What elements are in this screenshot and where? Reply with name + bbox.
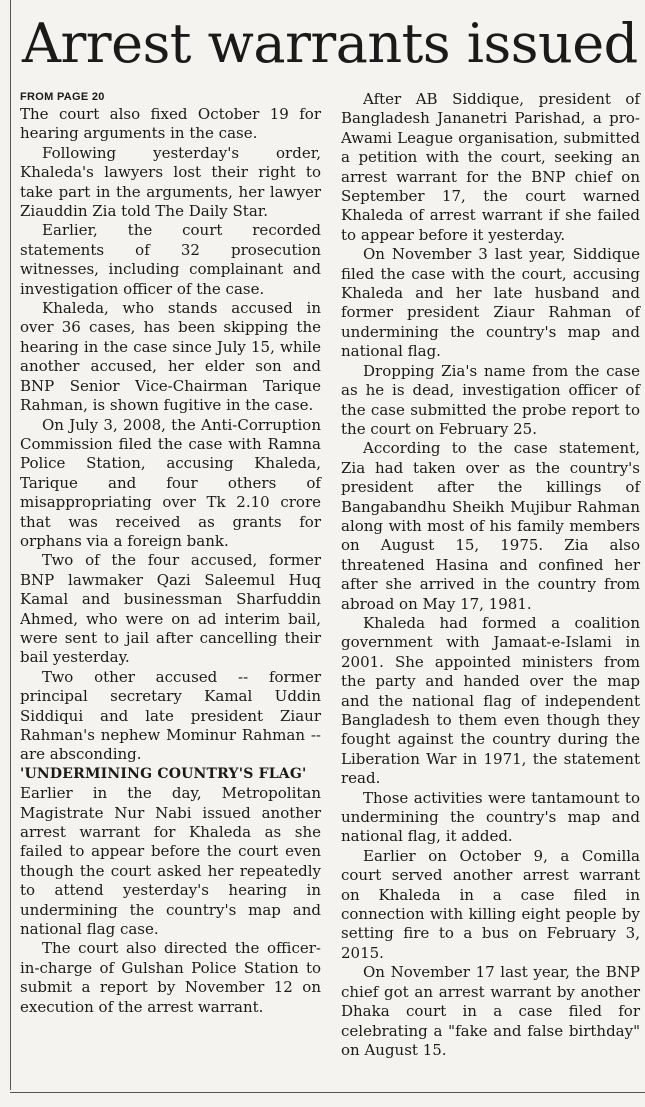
left-column: [20, 90, 321, 1017]
right-column: [341, 90, 640, 1060]
paragraph: Earlier on October 9, a Comilla court served another arrest warrant on Khaleda in a case filed in connection with killing eight people by setting fire to a bus on February 3, 2015.: [341, 846, 640, 962]
column-rule-left: [10, 0, 11, 1090]
paragraph: On July 3, 2008, the Anti-Corruption Commission filed the case with Ramna Police Station, accusing Khaleda, Tarique and four others of misappropriating over Tk 2.10 crore that was received as grants for orphans via a foreign bank.: [20, 415, 321, 550]
paragraph: According to the case statement, Zia had taken over as the country's president after the killings of Bangabandhu Sheikh Mujibur Rahman along with most of his family members on August 15, 1975. Zia also threatened Hasina and confined her after she arrived in the country from abroad on May 17, 1981.: [341, 439, 640, 613]
paragraph: The court also directed the officer-in-charge of Gulshan Police Station to submit a report by November 12 on execution of the arrest warrant.: [20, 939, 321, 1016]
from-page-label: FROM PAGE 20: [20, 91, 105, 103]
headline: Arrest warrants issued: [22, 12, 638, 75]
paragraph: Two of the four accused, former BNP lawmaker Qazi Saleemul Huq Kamal and businessman Sharfuddin Ahmed, who were on ad interim bail, were sent to jail after cancelling their bail yesterday.: [20, 551, 321, 667]
paragraph: The court also fixed October 19 for hearing arguments in the case.: [20, 105, 321, 143]
paragraph: Khaleda had formed a coalition government with Jamaat-e-Islami in 2001. She appointed ministers from the party and handed over the map and the national flag of independent Bangladesh to them even though they fought against the country during the Liberation War in 1971, the statement read.: [341, 613, 640, 788]
paragraph: On November 17 last year, the BNP chief got an arrest warrant by another Dhaka court in a case filed for celebrating a "fake and false birthday" on August 15.: [341, 963, 640, 1059]
paragraph: Following yesterday's order, Khaleda's lawyers lost their right to take part in the arguments, her lawyer Ziauddin Zia told The Daily Star.: [20, 143, 321, 221]
paragraph: After AB Siddique, president of Bangladesh Jananetri Parishad, a pro-Awami League organisation, submitted a petition with the court, seeking an arrest warrant for the BNP chief on September 17, the court warned Khaleda of arrest warrant if she failed to appear before it yesterday.: [341, 90, 640, 244]
paragraph: On November 3 last year, Siddique filed the case with the court, accusing Khaleda and her late husband and former president Ziaur Rahman of undermining the country's map and national flag.: [341, 245, 640, 361]
paragraph: Khaleda, who stands accused in over 36 cases, has been skipping the hearing in the case since July 15, while another accused, her elder son and BNP Senior Vice-Chairman Tarique Rahman, is shown fugitive in the case.: [20, 299, 321, 415]
paragraph: Those activities were tantamount to undermining the country's map and national flag, it added.: [341, 788, 640, 846]
paragraph: Two other accused -- former principal secretary Kamal Uddin Siddiqui and late president Ziaur Rahman's nephew Mominur Rahman -- are absconding.: [20, 667, 321, 764]
paragraph: Dropping Zia's name from the case as he is dead, investigation officer of the case submitted the probe report to the court on February 25.: [341, 361, 640, 438]
paragraph: Earlier, the court recorded statements of 32 prosecution witnesses, including complainant and investigation officer of the case.: [20, 221, 321, 298]
subheading: 'UNDERMINING COUNTRY'S FLAG': [20, 765, 307, 782]
paragraph: Earlier in the day, Metropolitan Magistrate Nur Nabi issued another arrest warrant for Khaleda as she failed to appear before the court even though the court asked her repeatedly to attend yesterday's hearing in undermining the country's map and national flag case.: [20, 784, 321, 939]
column-rule-bottom: [10, 1092, 645, 1093]
